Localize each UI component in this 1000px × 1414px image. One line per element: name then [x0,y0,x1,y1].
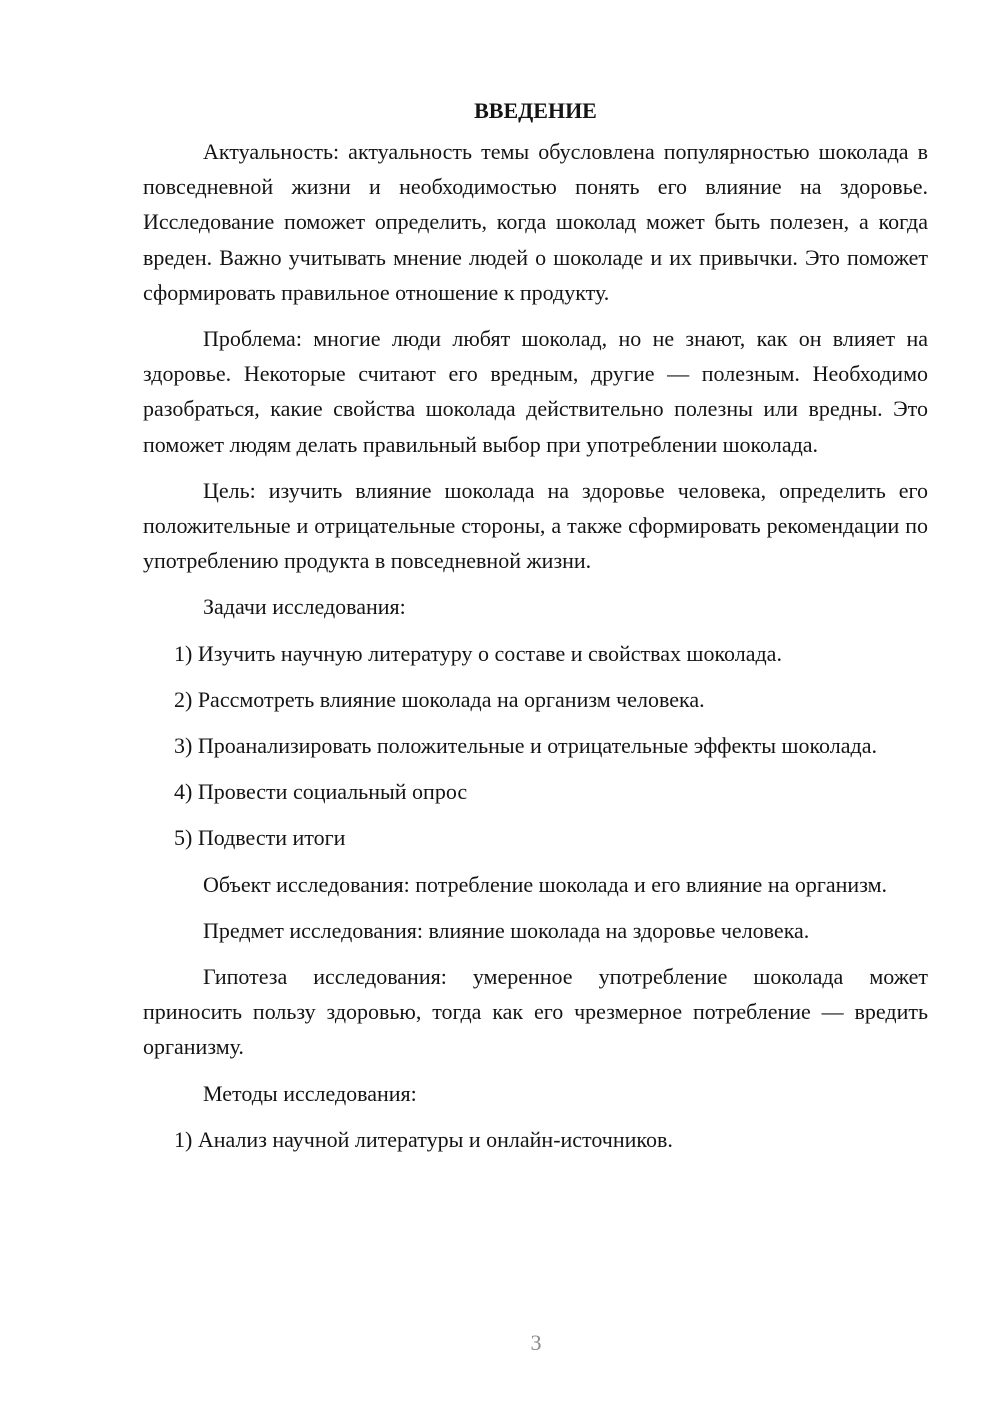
list-item: 2) Рассмотреть влияние шоколада на организм человека. [174,686,705,712]
paragraph-goal: Цель: изучить влияние шоколада на здоровье человека, определить его положительные и отрицательные стороны, а также сформировать рекомендации по употреблению продукта в повседневной жизни. [143,477,928,574]
page-number: 3 [530,1330,542,1355]
paragraph-problem: Проблема: многие люди любят шоколад, но не знают, как он влияет на здоровье. Некоторые считают его вредным, другие — полезным. Необходимо разобраться, какие свойства шоколада действительно полезны или вредны. Это поможет людям делать правильный выбор при употреблении шоколада. [143,326,928,457]
list-item: 3) Проанализировать положительные и отрицательные эффекты шоколада. [174,733,877,759]
list-item: 1) Анализ научной литературы и онлайн-источников. [174,1126,673,1152]
paragraph-object: Объект исследования: потребление шоколада и его влияние на организм. [203,871,887,897]
list-item: 1) Изучить научную литературу о составе и свойствах шоколада. [174,640,782,666]
list-item: 4) Провести социальный опрос [174,779,468,805]
page-content [143,93,928,1168]
paragraph-relevance: Актуальность: актуальность темы обусловлена популярностью шоколада в повседневной жизни и необходимостью понять его влияние на здоровье. Исследование поможет определить, когда шоколад может быть полезен, а когда вреден. Важно учитывать мнение людей о шоколаде и их привычки. Это поможет сформировать правильное отношение к продукту. [143,139,928,305]
paragraph-subject: Предмет исследования: влияние шоколада на здоровье человека. [203,917,810,943]
paragraph-tasks-heading: Задачи исследования: [203,594,406,620]
page-title: ВВЕДЕНИЕ [474,98,597,123]
paragraph-methods-heading: Методы исследования: [203,1080,417,1106]
paragraph-hypothesis: Гипотеза исследования: умеренное употребление шоколада может приносить пользу здоровью, тогда как его чрезмерное потребление — вредить организму. [143,964,928,1060]
list-item: 5) Подвести итоги [174,825,346,851]
